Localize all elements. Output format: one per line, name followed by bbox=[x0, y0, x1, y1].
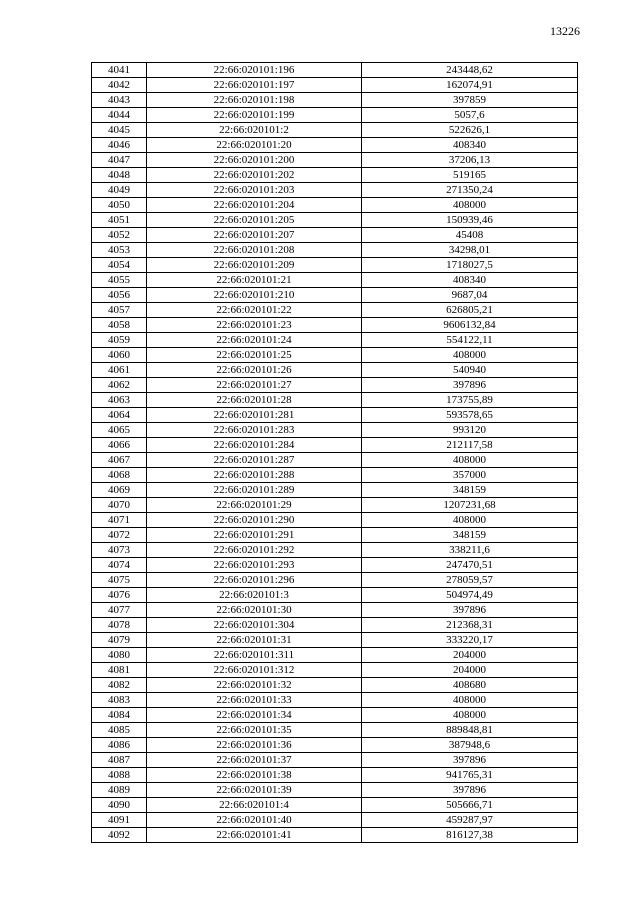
row-number-cell: 4046 bbox=[92, 138, 147, 153]
table-row bbox=[92, 318, 578, 333]
value-cell: 408000 bbox=[362, 513, 578, 528]
row-number-cell: 4054 bbox=[92, 258, 147, 273]
cadastral-number-cell: 22:66:020101:205 bbox=[147, 213, 362, 228]
cadastral-number-cell: 22:66:020101:203 bbox=[147, 183, 362, 198]
row-number-cell: 4064 bbox=[92, 408, 147, 423]
cadastral-number-cell: 22:66:020101:38 bbox=[147, 768, 362, 783]
cadastral-number-cell: 22:66:020101:290 bbox=[147, 513, 362, 528]
value-cell: 408680 bbox=[362, 678, 578, 693]
cadastral-number-cell: 22:66:020101:36 bbox=[147, 738, 362, 753]
cadastral-number-cell: 22:66:020101:281 bbox=[147, 408, 362, 423]
table-row bbox=[92, 468, 578, 483]
table-body bbox=[92, 63, 578, 843]
table-row bbox=[92, 183, 578, 198]
value-cell: 45408 bbox=[362, 228, 578, 243]
table-row bbox=[92, 708, 578, 723]
cadastral-number-cell: 22:66:020101:30 bbox=[147, 603, 362, 618]
table-row bbox=[92, 573, 578, 588]
table-row bbox=[92, 408, 578, 423]
value-cell: 212368,31 bbox=[362, 618, 578, 633]
row-number-cell: 4058 bbox=[92, 318, 147, 333]
cadastral-number-cell: 22:66:020101:23 bbox=[147, 318, 362, 333]
cadastral-number-cell: 22:66:020101:291 bbox=[147, 528, 362, 543]
row-number-cell: 4043 bbox=[92, 93, 147, 108]
row-number-cell: 4068 bbox=[92, 468, 147, 483]
cadastral-number-cell: 22:66:020101:34 bbox=[147, 708, 362, 723]
cadastral-number-cell: 22:66:020101:28 bbox=[147, 393, 362, 408]
cadastral-number-cell: 22:66:020101:26 bbox=[147, 363, 362, 378]
cadastral-number-cell: 22:66:020101:210 bbox=[147, 288, 362, 303]
cadastral-number-cell: 22:66:020101:200 bbox=[147, 153, 362, 168]
cadastral-number-cell: 22:66:020101:289 bbox=[147, 483, 362, 498]
row-number-cell: 4077 bbox=[92, 603, 147, 618]
cadastral-number-cell: 22:66:020101:2 bbox=[147, 123, 362, 138]
table-row bbox=[92, 633, 578, 648]
value-cell: 816127,38 bbox=[362, 828, 578, 843]
row-number-cell: 4078 bbox=[92, 618, 147, 633]
row-number-cell: 4075 bbox=[92, 573, 147, 588]
table-row bbox=[92, 258, 578, 273]
cadastral-number-cell: 22:66:020101:41 bbox=[147, 828, 362, 843]
table-row bbox=[92, 273, 578, 288]
cadastral-number-cell: 22:66:020101:292 bbox=[147, 543, 362, 558]
row-number-cell: 4057 bbox=[92, 303, 147, 318]
row-number-cell: 4079 bbox=[92, 633, 147, 648]
cadastral-number-cell: 22:66:020101:311 bbox=[147, 648, 362, 663]
row-number-cell: 4066 bbox=[92, 438, 147, 453]
row-number-cell: 4069 bbox=[92, 483, 147, 498]
row-number-cell: 4072 bbox=[92, 528, 147, 543]
value-cell: 519165 bbox=[362, 168, 578, 183]
row-number-cell: 4056 bbox=[92, 288, 147, 303]
cadastral-number-cell: 22:66:020101:20 bbox=[147, 138, 362, 153]
table-row bbox=[92, 288, 578, 303]
value-cell: 540940 bbox=[362, 363, 578, 378]
table-row bbox=[92, 618, 578, 633]
table-row bbox=[92, 168, 578, 183]
value-cell: 162074,91 bbox=[362, 78, 578, 93]
cadastral-number-cell: 22:66:020101:304 bbox=[147, 618, 362, 633]
cadastral-number-cell: 22:66:020101:37 bbox=[147, 753, 362, 768]
cadastral-number-cell: 22:66:020101:35 bbox=[147, 723, 362, 738]
value-cell: 37206,13 bbox=[362, 153, 578, 168]
value-cell: 278059,57 bbox=[362, 573, 578, 588]
table-row bbox=[92, 378, 578, 393]
row-number-cell: 4052 bbox=[92, 228, 147, 243]
value-cell: 34298,01 bbox=[362, 243, 578, 258]
table-row bbox=[92, 93, 578, 108]
value-cell: 408000 bbox=[362, 453, 578, 468]
value-cell: 150939,46 bbox=[362, 213, 578, 228]
page-number: 13226 bbox=[550, 24, 580, 38]
row-number-cell: 4090 bbox=[92, 798, 147, 813]
table-row bbox=[92, 423, 578, 438]
value-cell: 173755,89 bbox=[362, 393, 578, 408]
cadastral-number-cell: 22:66:020101:3 bbox=[147, 588, 362, 603]
cadastral-number-cell: 22:66:020101:198 bbox=[147, 93, 362, 108]
table-row bbox=[92, 348, 578, 363]
cadastral-number-cell: 22:66:020101:199 bbox=[147, 108, 362, 123]
cadastral-number-cell: 22:66:020101:29 bbox=[147, 498, 362, 513]
value-cell: 1718027,5 bbox=[362, 258, 578, 273]
row-number-cell: 4084 bbox=[92, 708, 147, 723]
row-number-cell: 4089 bbox=[92, 783, 147, 798]
value-cell: 1207231,68 bbox=[362, 498, 578, 513]
row-number-cell: 4062 bbox=[92, 378, 147, 393]
table-row bbox=[92, 198, 578, 213]
value-cell: 408000 bbox=[362, 348, 578, 363]
table-row bbox=[92, 108, 578, 123]
row-number-cell: 4091 bbox=[92, 813, 147, 828]
table-row bbox=[92, 783, 578, 798]
value-cell: 5057,6 bbox=[362, 108, 578, 123]
value-cell: 593578,65 bbox=[362, 408, 578, 423]
value-cell: 522626,1 bbox=[362, 123, 578, 138]
row-number-cell: 4074 bbox=[92, 558, 147, 573]
table-row bbox=[92, 738, 578, 753]
row-number-cell: 4048 bbox=[92, 168, 147, 183]
table-row bbox=[92, 498, 578, 513]
value-cell: 408340 bbox=[362, 273, 578, 288]
value-cell: 348159 bbox=[362, 483, 578, 498]
table-row bbox=[92, 393, 578, 408]
row-number-cell: 4063 bbox=[92, 393, 147, 408]
value-cell: 554122,11 bbox=[362, 333, 578, 348]
value-cell: 212117,58 bbox=[362, 438, 578, 453]
value-cell: 626805,21 bbox=[362, 303, 578, 318]
table-row bbox=[92, 228, 578, 243]
cadastral-number-cell: 22:66:020101:196 bbox=[147, 63, 362, 78]
row-number-cell: 4076 bbox=[92, 588, 147, 603]
table-row bbox=[92, 138, 578, 153]
cadastral-number-cell: 22:66:020101:202 bbox=[147, 168, 362, 183]
table-row bbox=[92, 123, 578, 138]
value-cell: 505666,71 bbox=[362, 798, 578, 813]
row-number-cell: 4081 bbox=[92, 663, 147, 678]
row-number-cell: 4070 bbox=[92, 498, 147, 513]
value-cell: 333220,17 bbox=[362, 633, 578, 648]
cadastral-number-cell: 22:66:020101:21 bbox=[147, 273, 362, 288]
row-number-cell: 4059 bbox=[92, 333, 147, 348]
row-number-cell: 4061 bbox=[92, 363, 147, 378]
table-row bbox=[92, 648, 578, 663]
value-cell: 348159 bbox=[362, 528, 578, 543]
cadastral-number-cell: 22:66:020101:4 bbox=[147, 798, 362, 813]
value-cell: 397859 bbox=[362, 93, 578, 108]
row-number-cell: 4065 bbox=[92, 423, 147, 438]
cadastral-number-cell: 22:66:020101:24 bbox=[147, 333, 362, 348]
row-number-cell: 4047 bbox=[92, 153, 147, 168]
table-row bbox=[92, 333, 578, 348]
row-number-cell: 4045 bbox=[92, 123, 147, 138]
value-cell: 408000 bbox=[362, 198, 578, 213]
row-number-cell: 4049 bbox=[92, 183, 147, 198]
value-cell: 459287,97 bbox=[362, 813, 578, 828]
row-number-cell: 4080 bbox=[92, 648, 147, 663]
cadastral-number-cell: 22:66:020101:32 bbox=[147, 678, 362, 693]
value-cell: 397896 bbox=[362, 783, 578, 798]
value-cell: 408000 bbox=[362, 693, 578, 708]
value-cell: 397896 bbox=[362, 753, 578, 768]
row-number-cell: 4067 bbox=[92, 453, 147, 468]
row-number-cell: 4044 bbox=[92, 108, 147, 123]
row-number-cell: 4060 bbox=[92, 348, 147, 363]
table-row bbox=[92, 438, 578, 453]
row-number-cell: 4071 bbox=[92, 513, 147, 528]
value-cell: 247470,51 bbox=[362, 558, 578, 573]
cadastral-number-cell: 22:66:020101:312 bbox=[147, 663, 362, 678]
table-row bbox=[92, 243, 578, 258]
cadastral-number-cell: 22:66:020101:27 bbox=[147, 378, 362, 393]
table-row bbox=[92, 588, 578, 603]
row-number-cell: 4050 bbox=[92, 198, 147, 213]
value-cell: 889848,81 bbox=[362, 723, 578, 738]
cadastral-number-cell: 22:66:020101:22 bbox=[147, 303, 362, 318]
value-cell: 243448,62 bbox=[362, 63, 578, 78]
table-row bbox=[92, 723, 578, 738]
value-cell: 504974,49 bbox=[362, 588, 578, 603]
row-number-cell: 4051 bbox=[92, 213, 147, 228]
table-row bbox=[92, 78, 578, 93]
value-cell: 408000 bbox=[362, 708, 578, 723]
value-cell: 397896 bbox=[362, 603, 578, 618]
row-number-cell: 4073 bbox=[92, 543, 147, 558]
cadastral-value-table bbox=[91, 62, 578, 843]
table-row bbox=[92, 813, 578, 828]
value-cell: 338211,6 bbox=[362, 543, 578, 558]
table-row bbox=[92, 753, 578, 768]
table-row bbox=[92, 528, 578, 543]
value-cell: 387948,6 bbox=[362, 738, 578, 753]
cadastral-number-cell: 22:66:020101:197 bbox=[147, 78, 362, 93]
table-row bbox=[92, 828, 578, 843]
table-row bbox=[92, 603, 578, 618]
table-row bbox=[92, 798, 578, 813]
value-cell: 9687,04 bbox=[362, 288, 578, 303]
cadastral-number-cell: 22:66:020101:293 bbox=[147, 558, 362, 573]
cadastral-number-cell: 22:66:020101:283 bbox=[147, 423, 362, 438]
row-number-cell: 4083 bbox=[92, 693, 147, 708]
table-row bbox=[92, 663, 578, 678]
table-row bbox=[92, 513, 578, 528]
cadastral-number-cell: 22:66:020101:207 bbox=[147, 228, 362, 243]
value-cell: 204000 bbox=[362, 663, 578, 678]
row-number-cell: 4041 bbox=[92, 63, 147, 78]
row-number-cell: 4053 bbox=[92, 243, 147, 258]
table-row bbox=[92, 213, 578, 228]
value-cell: 204000 bbox=[362, 648, 578, 663]
cadastral-number-cell: 22:66:020101:287 bbox=[147, 453, 362, 468]
row-number-cell: 4042 bbox=[92, 78, 147, 93]
value-cell: 357000 bbox=[362, 468, 578, 483]
table-row bbox=[92, 453, 578, 468]
cadastral-number-cell: 22:66:020101:204 bbox=[147, 198, 362, 213]
cadastral-number-cell: 22:66:020101:33 bbox=[147, 693, 362, 708]
value-cell: 9606132,84 bbox=[362, 318, 578, 333]
row-number-cell: 4055 bbox=[92, 273, 147, 288]
cadastral-number-cell: 22:66:020101:284 bbox=[147, 438, 362, 453]
cadastral-number-cell: 22:66:020101:208 bbox=[147, 243, 362, 258]
table-row bbox=[92, 558, 578, 573]
row-number-cell: 4087 bbox=[92, 753, 147, 768]
table-row bbox=[92, 303, 578, 318]
cadastral-number-cell: 22:66:020101:25 bbox=[147, 348, 362, 363]
row-number-cell: 4086 bbox=[92, 738, 147, 753]
cadastral-number-cell: 22:66:020101:209 bbox=[147, 258, 362, 273]
value-cell: 941765,31 bbox=[362, 768, 578, 783]
value-cell: 993120 bbox=[362, 423, 578, 438]
table-row bbox=[92, 768, 578, 783]
row-number-cell: 4085 bbox=[92, 723, 147, 738]
cadastral-number-cell: 22:66:020101:39 bbox=[147, 783, 362, 798]
cadastral-number-cell: 22:66:020101:31 bbox=[147, 633, 362, 648]
table-row bbox=[92, 153, 578, 168]
table-row bbox=[92, 543, 578, 558]
table-row bbox=[92, 678, 578, 693]
table-row bbox=[92, 483, 578, 498]
table-row bbox=[92, 693, 578, 708]
cadastral-number-cell: 22:66:020101:288 bbox=[147, 468, 362, 483]
row-number-cell: 4092 bbox=[92, 828, 147, 843]
value-cell: 408340 bbox=[362, 138, 578, 153]
value-cell: 271350,24 bbox=[362, 183, 578, 198]
row-number-cell: 4082 bbox=[92, 678, 147, 693]
table-row bbox=[92, 363, 578, 378]
cadastral-number-cell: 22:66:020101:296 bbox=[147, 573, 362, 588]
value-cell: 397896 bbox=[362, 378, 578, 393]
row-number-cell: 4088 bbox=[92, 768, 147, 783]
table-row bbox=[92, 63, 578, 78]
cadastral-number-cell: 22:66:020101:40 bbox=[147, 813, 362, 828]
